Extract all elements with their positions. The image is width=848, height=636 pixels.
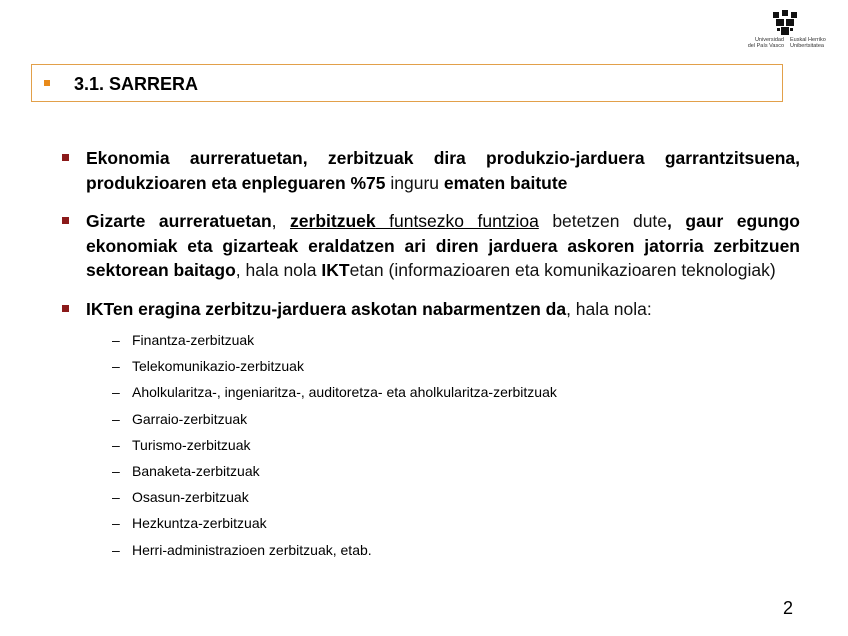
square-bullet-icon <box>62 305 69 312</box>
list-item: – Telekomunikazio-zerbitzuak <box>112 353 800 379</box>
page-number: 2 <box>783 598 794 618</box>
logo-text-spanish: Universidad del País Vasco <box>747 37 784 49</box>
university-emblem-icon <box>770 10 800 36</box>
bullet-text-3: IKTen eragina zerbitzu-jarduera askotan nabarmentzen da, hala nola: <box>86 298 652 319</box>
list-item: – Garraio-zerbitzuak <box>112 406 800 432</box>
bullet-text-1: Ekonomia aurreratuetan, zerbitzuak dira produkzio-jarduera garrantzitsuena, produkzioaren eta enpleguaren %75 inguru ematen baitute <box>86 148 800 193</box>
list-item: – Herri-administrazioen zerbitzuak, etab. <box>112 537 800 563</box>
square-bullet-icon <box>62 217 69 224</box>
bullet-item-3 <box>60 297 800 563</box>
dash-bullet-icon: – <box>112 436 120 453</box>
section-title-box <box>31 64 783 102</box>
dash-bullet-icon: – <box>112 541 120 558</box>
list-item: – Finantza-zerbitzuak <box>112 327 800 353</box>
logo-text-basque: Euskal Herriko Unibertsitatea <box>790 37 826 49</box>
slide-content <box>60 146 800 577</box>
dash-bullet-icon: – <box>112 489 120 506</box>
dash-bullet-icon: – <box>112 384 120 401</box>
dash-bullet-icon: – <box>112 515 120 532</box>
dash-bullet-icon: – <box>112 463 120 480</box>
list-item: – Osasun-zerbitzuak <box>112 484 800 510</box>
list-item: – Aholkularitza-, ingeniaritza-, auditoretza- eta aholkularitza-zerbitzuak <box>112 379 800 405</box>
square-bullet-icon <box>62 154 69 161</box>
list-item: – Turismo-zerbitzuak <box>112 432 800 458</box>
list-item: – Hezkuntza-zerbitzuak <box>112 510 800 536</box>
title-bullet-icon <box>44 80 50 86</box>
bullet-item-2 <box>60 209 800 283</box>
service-sublist <box>86 327 800 563</box>
section-title: 3.1. SARRERA <box>74 74 199 94</box>
dash-bullet-icon: – <box>112 332 120 348</box>
bullet-item-1 <box>60 146 800 195</box>
dash-bullet-icon: – <box>112 410 120 427</box>
university-logo <box>738 10 834 54</box>
list-item: – Banaketa-zerbitzuak <box>112 458 800 484</box>
dash-bullet-icon: – <box>112 358 120 375</box>
bullet-text-2: Gizarte aurreratuetan, zerbitzuek funtsezko funtzioa betetzen dute, gaur egungo ekonomiak eta gizarteak eraldatzen ari diren jarduera askoren jatorria zerbitzuen sektorean baitago, hala nola IKTetan (informazioaren eta komunikazioaren teknologiak) <box>86 211 800 280</box>
